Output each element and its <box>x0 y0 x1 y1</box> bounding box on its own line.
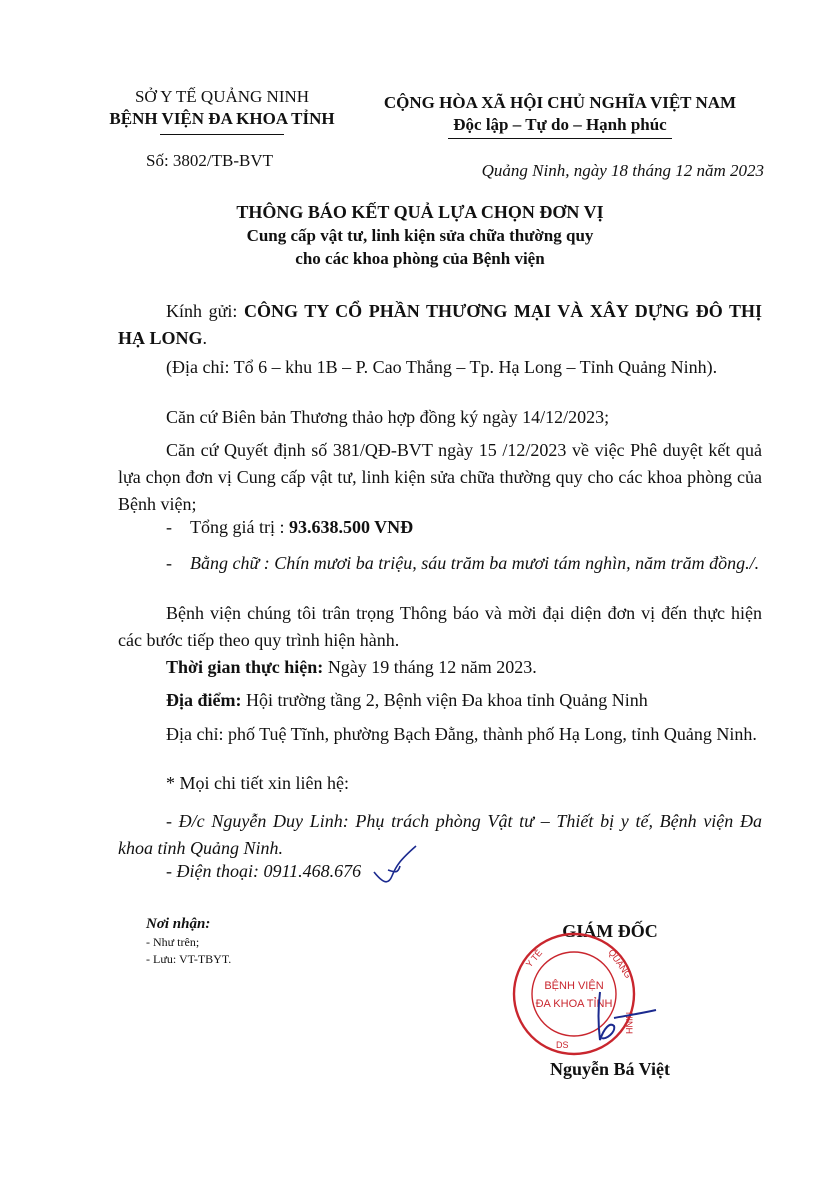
header-right <box>360 92 760 136</box>
words-value: Chín mươi ba triệu, sáu trăm ba mươi tám nghìn, năm trăm đồng./. <box>274 553 760 573</box>
doc-number: Số: 3802/TB-BVT <box>146 151 274 170</box>
contact-phone: - Điện thoại: 0911.468.676 <box>166 861 362 881</box>
time-row <box>118 654 762 681</box>
place-address: Địa chỉ: phố Tuệ Tĩnh, phường Bạch Đằng, thành phố Hạ Long, tỉnh Quảng Ninh. <box>166 724 757 744</box>
org-parent: SỞ Y TẾ QUẢNG NINH <box>134 87 310 106</box>
recipient <box>118 298 762 352</box>
total-label: Tổng giá trị : <box>190 517 289 537</box>
director-signature-icon <box>590 988 660 1048</box>
header-left <box>96 86 348 130</box>
recipient-name: CÔNG TY CỔ PHẦN THƯƠNG MẠI VÀ XÂY DỰNG ĐÔ THỊ HẠ LONG <box>118 301 762 348</box>
time-label: Thời gian thực hiện: <box>166 657 324 677</box>
place-value: Hội trường tầng 2, Bệnh viện Đa khoa tỉnh Quảng Ninh <box>241 690 648 710</box>
stamp-line-1: BỆNH VIỆN <box>544 980 604 992</box>
stamp-line-2: ĐA KHOA TỈNH <box>535 998 613 1010</box>
title-line-3: cho các khoa phòng của Bệnh viện <box>295 249 545 268</box>
motto-divider <box>448 138 672 139</box>
place-row <box>118 687 762 714</box>
total-value: 93.638.500 VNĐ <box>288 517 414 537</box>
national-motto: Độc lập – Tự do – Hạnh phúc <box>453 115 667 134</box>
country-name: CỘNG HÒA XÃ HỘI CHỦ NGHĨA VIỆT NAM <box>383 93 737 112</box>
recipient-item: - Như trên; <box>146 935 200 949</box>
recipient-address: (Địa chỉ: Tổ 6 – khu 1B – P. Cao Thắng – Tp. Hạ Long – Tỉnh Quảng Ninh). <box>166 357 718 377</box>
basis-1: Căn cứ Biên bản Thương thảo hợp đồng ký ngày 14/12/2023; <box>166 407 610 427</box>
contact-person: - Đ/c Nguyễn Duy Linh: Phụ trách phòng Vật tư – Thiết bị y tế, Bệnh viện Đa khoa tỉnh Quảng Ninh. <box>118 811 762 858</box>
total-words-row <box>166 550 762 577</box>
title-line-1: THÔNG BÁO KẾT QUẢ LỰA CHỌN ĐƠN VỊ <box>236 202 604 222</box>
recipient-end: . <box>202 328 208 348</box>
title-line-2: Cung cấp vật tư, linh kiện sửa chữa thường quy <box>246 226 594 245</box>
recipients-block <box>146 914 231 968</box>
recipient-label: Kính gửi: <box>166 301 244 321</box>
org-name: BỆNH VIỆN ĐA KHOA TỈNH <box>109 109 335 128</box>
svg-text:QUẢNG: QUẢNG <box>606 947 634 981</box>
time-value: Ngày 19 tháng 12 năm 2023. <box>323 657 537 677</box>
notice-paragraph: Bệnh viện chúng tôi trân trọng Thông báo và mời đại diện đơn vị đến thực hiện các bước tiếp theo quy trình hiện hành. <box>118 603 762 650</box>
signer-title: GIÁM ĐỐC <box>562 921 658 941</box>
date-line: Quảng Ninh, ngày 18 tháng 12 năm 2023 <box>481 161 764 180</box>
basis-2: Căn cứ Quyết định số 381/QĐ-BVT ngày 15 /12/2023 về việc Phê duyệt kết quả lựa chọn đơn vị Cung cấp vật tư, linh kiện sửa chữa thường quy cho các khoa phòng của Bệnh viện; <box>118 440 762 514</box>
initial-signature-icon <box>370 842 420 888</box>
signer-name: Nguyễn Bá Việt <box>549 1059 670 1079</box>
total-value-row <box>166 514 762 541</box>
svg-text:DS: DS <box>556 1040 569 1050</box>
svg-text:Y TẾ: Y TẾ <box>523 947 545 970</box>
recipients-title: Nơi nhận: <box>146 916 211 932</box>
words-label: Bằng chữ : <box>190 553 275 573</box>
svg-text:NINH: NINH <box>624 1012 634 1034</box>
contact-intro: * Mọi chi tiết xin liên hệ: <box>166 773 349 793</box>
bullet-dash: - <box>166 517 172 537</box>
recipient-item: - Lưu: VT-TBYT. <box>146 952 232 966</box>
place-label: Địa điểm: <box>166 690 242 710</box>
org-divider <box>160 134 284 135</box>
bullet-dash: - <box>166 553 172 573</box>
document-title <box>120 200 720 270</box>
